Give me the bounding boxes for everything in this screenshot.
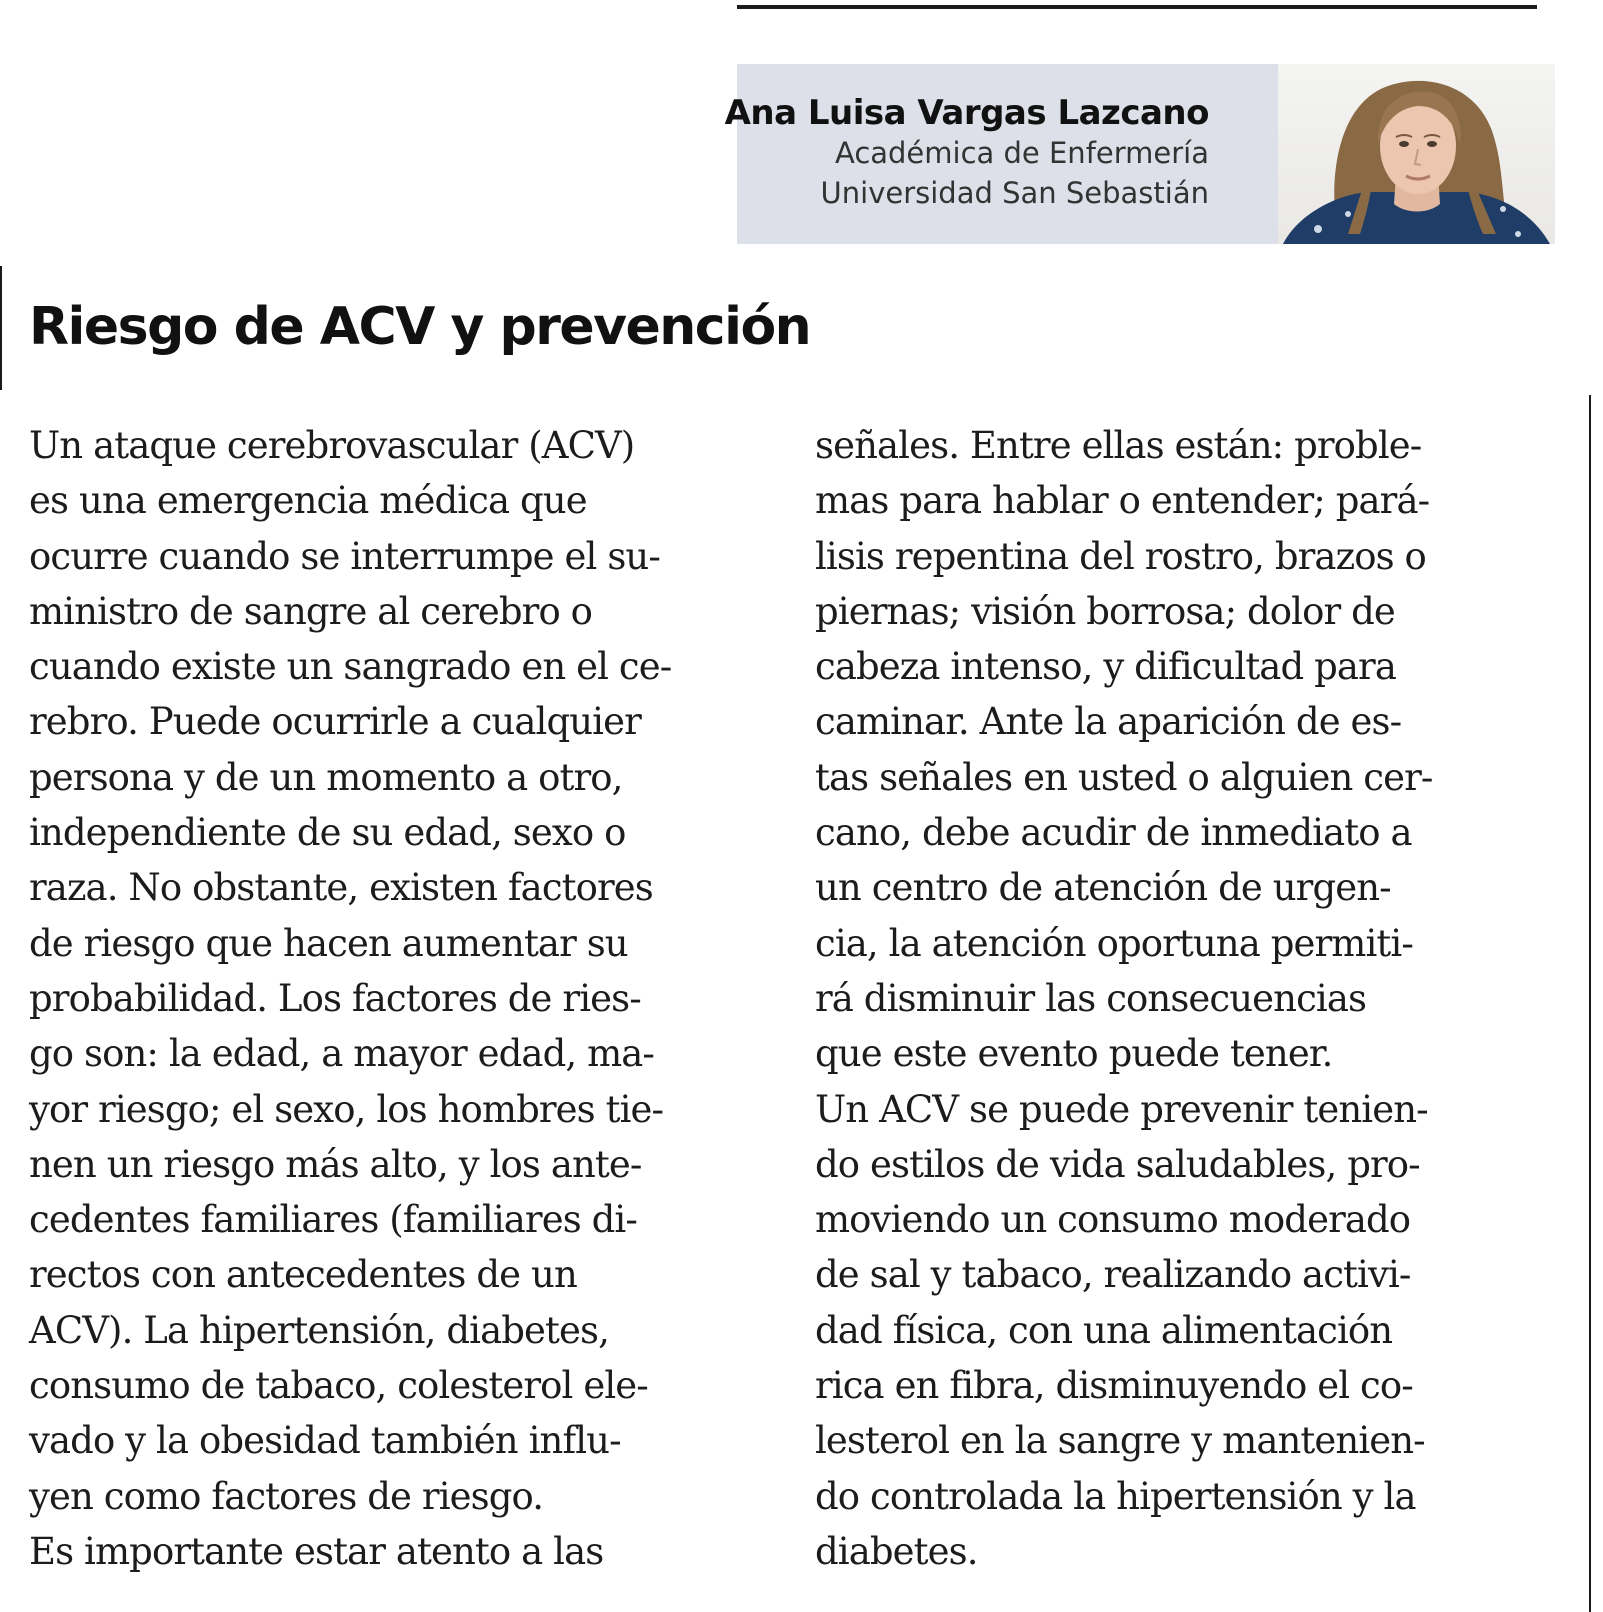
article-line: ministro de sangre al cerebro o: [29, 589, 593, 633]
article-line: un centro de atención de urgen-: [815, 866, 1391, 910]
article-line: moviendo un consumo moderado: [815, 1198, 1411, 1242]
article-line: raza. No obstante, existen factores: [29, 866, 653, 910]
article-line: cuando existe un sangrado en el ce-: [29, 645, 672, 689]
article-line: ACV). La hipertensión, diabetes,: [29, 1308, 609, 1352]
article-line: rebro. Puede ocurrirle a cualquier: [29, 700, 641, 744]
article-line: tas señales en usted o alguien cer-: [815, 755, 1433, 799]
right-rule: [1589, 395, 1591, 1612]
article-line: nen un riesgo más alto, y los ante-: [29, 1142, 642, 1186]
article-line: cabeza intenso, y dificultad para: [815, 645, 1396, 689]
article-line: do estilos de vida saludables, pro-: [815, 1142, 1420, 1186]
article-line: persona y de un momento a otro,: [29, 755, 623, 799]
article-line: de sal y tabaco, realizando activi-: [815, 1253, 1411, 1297]
article-line: que este evento puede tener.: [815, 1032, 1333, 1076]
author-portrait-illustration: [1278, 64, 1555, 244]
article-line: independiente de su edad, sexo o: [29, 811, 626, 855]
author-name: Ana Luisa Vargas Lazcano: [724, 93, 1209, 133]
article-line: dad física, con una alimentación: [815, 1308, 1393, 1352]
article-line: cia, la atención oportuna permiti-: [815, 921, 1413, 965]
article-line: yen como factores de riesgo.: [29, 1474, 544, 1518]
article-column-left: [29, 418, 764, 1579]
author-photo: [1278, 64, 1555, 244]
article-line: do controlada la hipertensión y la: [815, 1474, 1416, 1518]
article-line: piernas; visión borrosa; dolor de: [815, 589, 1395, 633]
author-box: [724, 64, 1555, 244]
article-line: vado y la obesidad también influ-: [29, 1419, 621, 1463]
article-line: consumo de tabaco, colesterol ele-: [29, 1364, 648, 1408]
author-credit: [725, 93, 1209, 213]
article-line: yor riesgo; el sexo, los hombres tie-: [29, 1087, 664, 1131]
article-line: mas para hablar o entender; pará-: [815, 479, 1430, 523]
article-line: probabilidad. Los factores de ries-: [29, 976, 641, 1020]
article-line: caminar. Ante la aparición de es-: [815, 700, 1402, 744]
article-line: lesterol en la sangre y mantenien-: [815, 1419, 1425, 1463]
article-line: Un ACV se puede prevenir tenien-: [815, 1087, 1428, 1131]
article-line: rica en fibra, disminuyendo el co-: [815, 1364, 1413, 1408]
article-line: cedentes familiares (familiares di-: [29, 1198, 637, 1242]
article-title: Riesgo de ACV y prevención: [29, 297, 811, 357]
article-line: rá disminuir las consecuencias: [815, 976, 1367, 1020]
article-column-right: [815, 418, 1560, 1579]
article-line: diabetes.: [815, 1529, 978, 1573]
article-line: Es importante estar atento a las: [29, 1529, 604, 1573]
article-line: es una emergencia médica que: [29, 479, 587, 523]
author-institution: Universidad San Sebastián: [820, 176, 1209, 210]
article-line: Un ataque cerebrovascular (ACV): [29, 424, 635, 467]
article-line: rectos con antecedentes de un: [29, 1253, 577, 1297]
article-line: cano, debe acudir de inmediato a: [815, 811, 1412, 855]
author-role: Académica de Enfermería: [834, 136, 1209, 170]
article-line: de riesgo que hacen aumentar su: [29, 921, 628, 965]
article-line: ocurre cuando se interrumpe el su-: [29, 534, 660, 578]
article-line: señales. Entre ellas están: proble-: [815, 424, 1422, 467]
article-line: go son: la edad, a mayor edad, ma-: [29, 1032, 655, 1076]
article-line: lisis repentina del rostro, brazos o: [815, 534, 1426, 578]
top-rule: [737, 5, 1537, 9]
left-rule: [0, 266, 2, 390]
